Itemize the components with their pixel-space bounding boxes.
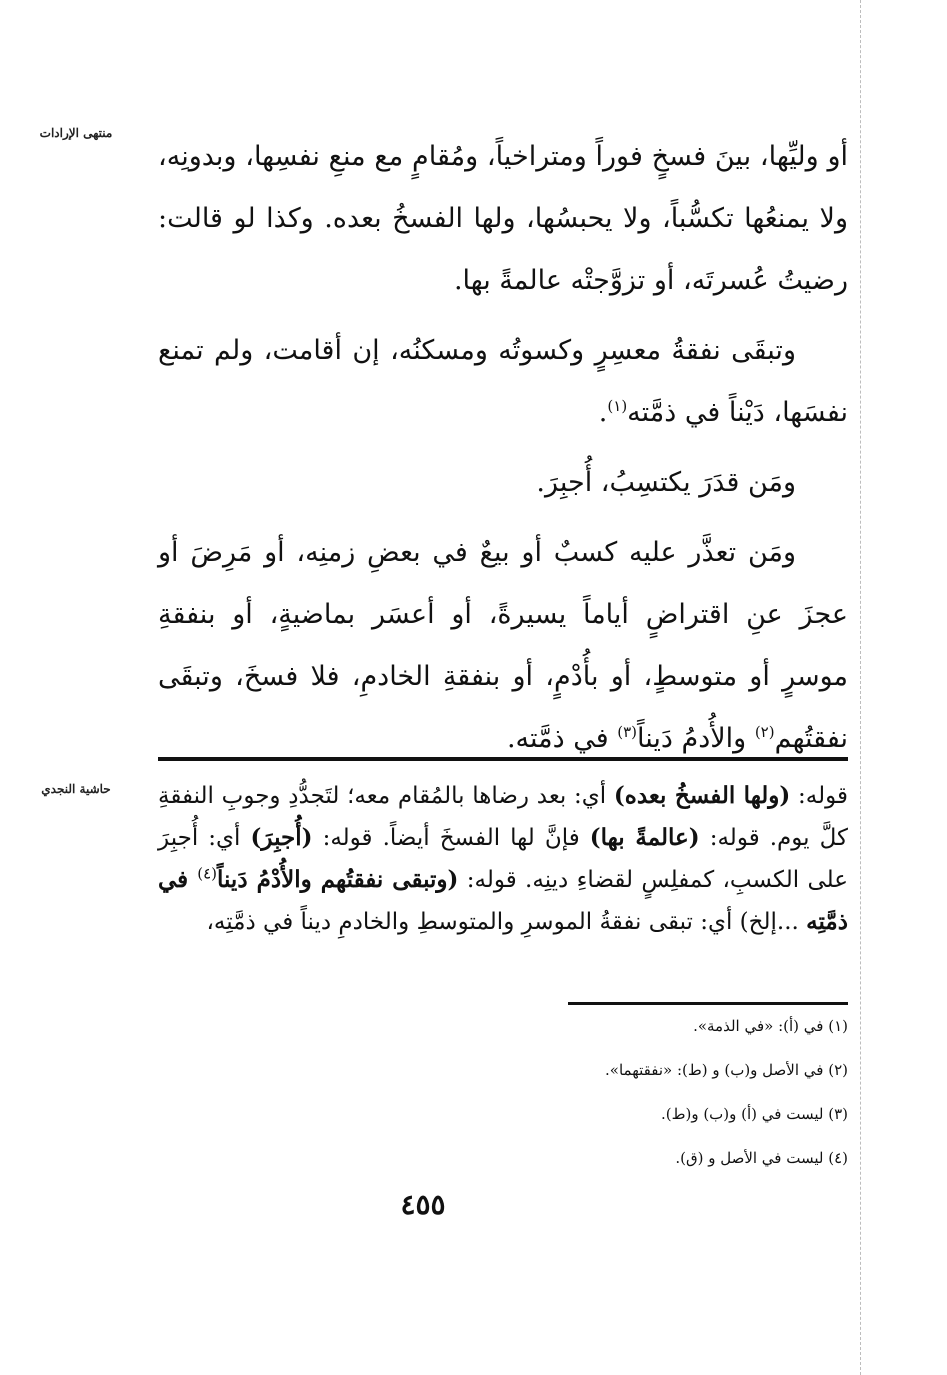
commentary-text-2: أي: بعد رضاها بالمُقام معه؛ لتَجدُّدِ وجوبِ النفقةِ كلَّ يوم. قوله: bbox=[158, 783, 848, 851]
commentary-quote-1: (ولها الفسخُ بعده) bbox=[613, 782, 791, 809]
commentary-quote-4: (وتبقى نفقتُهم والأُدْمُ دَيناً bbox=[216, 866, 459, 893]
commentary-quote-5: في ذمَّتِه bbox=[158, 866, 848, 935]
footnotes bbox=[440, 1015, 848, 1191]
footnote-divider bbox=[568, 1002, 848, 1005]
commentary-quote-3: (أُجبِرَ) bbox=[250, 824, 313, 851]
footnote-ref-3: (٣) bbox=[617, 723, 638, 741]
footnote-ref-4: (٤) bbox=[197, 864, 217, 883]
footnote-4: (٤) ليست في الأصل و (ق). bbox=[675, 1149, 848, 1167]
footnote-2: (٢) في الأصل و(ب) و (ط): «نفقتهما». bbox=[605, 1061, 848, 1079]
commentary-text bbox=[158, 775, 848, 943]
footnote-ref-2: (٢) bbox=[754, 723, 775, 741]
main-paragraph-4-text-a: ومَن تعذَّر عليه كسبٌ أو بيعٌ في بعضِ زمنِه، أو مَرِضَ أو عجزَ عنِ اقتراضٍ أياماً يسيرةً، أو أعسَر بماضيةٍ، أو بنفقةِ موسرٍ أو متوسطٍ، أو بأُدْمٍ، أو بنفقةِ الخادمِ، فلا فسخَ، وتبقَى نفقتُهم bbox=[158, 537, 848, 754]
footnote-ref-1: (١) bbox=[607, 397, 628, 415]
page-number: ٤٥٥ bbox=[400, 1188, 446, 1221]
side-label-book-title: منتهى الإرادات bbox=[39, 126, 113, 140]
commentary-text-4: أي: أُجبِرَ على الكسبِ، كمفلِسٍ لقضاءِ دينِه. قوله: bbox=[158, 825, 848, 893]
commentary-quote-2: (عالمةً بها) bbox=[589, 824, 700, 851]
scan-margin-line bbox=[860, 0, 861, 1375]
main-paragraph-2: وتبقَى نفقةُ معسِرٍ وكسوتُه ومسكنُه، إن أقامت، ولم تمنع نفسَها، دَيْناً في ذمَّته$^{(١)}$. bbox=[158, 335, 848, 428]
main-paragraph-4 bbox=[158, 522, 848, 770]
main-paragraph-1: أو وليِّها، بينَ فسخٍ فوراً ومتراخياً، ومُقامٍ مع منعِ نفسِها، وبدونِه، ولا يمنعُها تكسُّباً، ولا يحبسُها، ولها الفسخُ بعده. وكذا لو قالت: رضيتُ عُسرتَه، أو تزوَّجتْه عالمةً بها. bbox=[158, 141, 848, 296]
footnote-3: (٣) ليست في (أ) و(ب) و(ط). bbox=[660, 1105, 848, 1123]
main-paragraph-3: ومَن قدَرَ يكتسِبُ، أُجبِرَ. bbox=[536, 467, 796, 498]
main-paragraph-4-text-b: والأُدمُ دَيناً bbox=[637, 723, 747, 754]
commentary-text-3: فإنَّ لها الفسخَ أيضاً. قوله: bbox=[312, 825, 590, 851]
side-label-commentary-title: حاشية النجدي bbox=[41, 782, 111, 796]
main-divider bbox=[158, 757, 848, 761]
commentary-text-1: قوله: bbox=[790, 783, 848, 809]
main-paragraph-4-text-c: في ذمَّته. bbox=[506, 723, 609, 754]
footnote-1: (١) في (أ): «في الذمة». bbox=[693, 1017, 848, 1035]
commentary-text-5: ...إلخ) أي: تبقى نفقةُ الموسرِ والمتوسطِ والخادمِ ديناً في ذمَّتِه، bbox=[206, 909, 807, 935]
main-paragraph-2-text: وتبقَى نفقةُ معسِرٍ وكسوتُه ومسكنُه، إن أقامت، ولم تمنع نفسَها، دَيْناً في ذمَّته bbox=[158, 335, 848, 428]
main-text bbox=[158, 126, 848, 770]
